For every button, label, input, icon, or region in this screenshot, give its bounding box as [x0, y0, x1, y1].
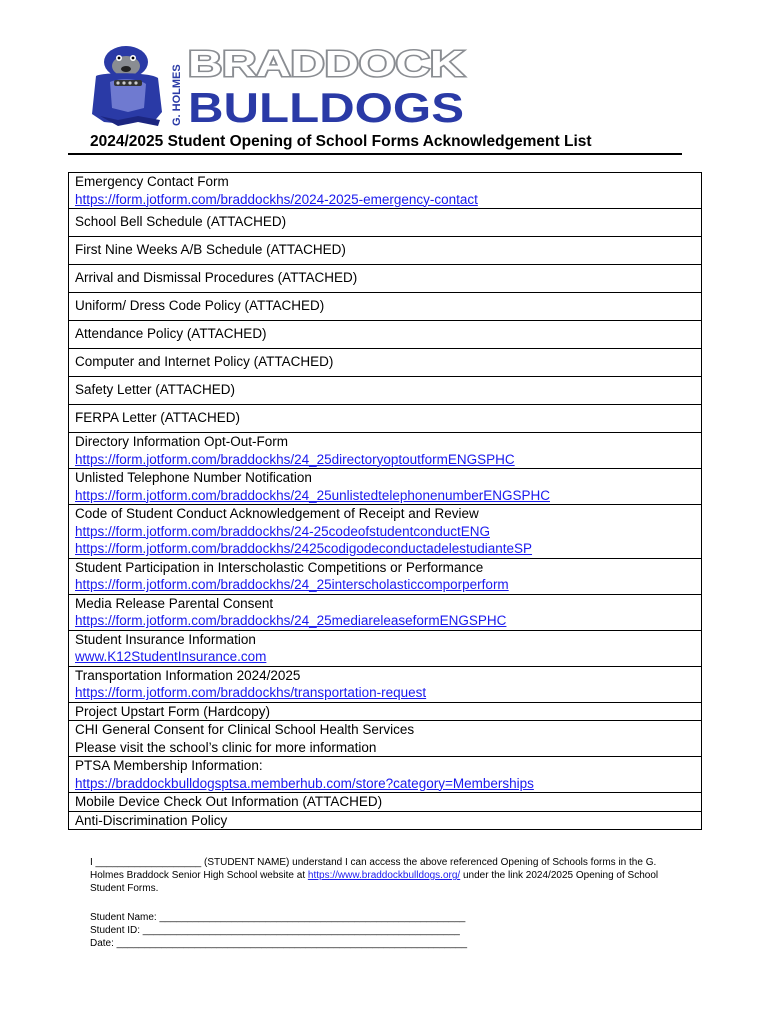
table-row — [69, 469, 702, 505]
table-row — [69, 757, 702, 793]
table-row — [69, 293, 702, 321]
table-row — [69, 433, 702, 469]
form-item-label: Arrival and Dismissal Procedures (ATTACHED) — [75, 270, 358, 285]
form-link[interactable]: https://form.jotform.com/braddockhs/24-25codeofstudentconductENG — [75, 523, 490, 539]
form-item-label: Attendance Policy (ATTACHED) — [75, 326, 267, 341]
logo-small-text: G. HOLMES — [171, 64, 183, 126]
table-cell — [69, 811, 702, 830]
form-item-label: Code of Student Conduct Acknowledgement of Receipt and Review — [75, 506, 479, 521]
table-cell — [69, 209, 702, 237]
form-item-label: CHI General Consent for Clinical School Health Services — [75, 722, 415, 737]
logo-bottom-text: BULLDOGS — [188, 84, 464, 128]
table-row — [69, 630, 702, 666]
table-row — [69, 666, 702, 702]
table-row — [69, 405, 702, 433]
table-row — [69, 209, 702, 237]
title-underline — [68, 153, 682, 155]
table-row — [69, 321, 702, 349]
form-link[interactable]: https://form.jotform.com/braddockhs/24_25directoryoptoutformENGSPHC — [75, 451, 515, 467]
table-row — [69, 558, 702, 594]
table-cell — [69, 173, 702, 209]
table-row — [69, 265, 702, 293]
form-item-label: Project Upstart Form (Hardcopy) — [75, 703, 271, 719]
signature-fields — [90, 911, 467, 950]
form-item-label: Uniform/ Dress Code Policy (ATTACHED) — [75, 298, 325, 313]
form-item-label: Anti-Discrimination Policy — [75, 812, 228, 828]
bulldog-mascot-icon — [92, 46, 162, 126]
date-field[interactable]: Date: _______________________________________________________________ — [90, 938, 468, 949]
table-row — [69, 594, 702, 630]
form-item-label: Unlisted Telephone Number Notification — [75, 470, 312, 485]
acknowledgement-suffix: under the link 2024/2025 Opening of School Student Forms. — [90, 870, 659, 894]
school-logo — [88, 42, 478, 128]
table-cell — [69, 469, 702, 505]
forms-table — [68, 172, 702, 830]
form-item-label: Computer and Internet Policy (ATTACHED) — [75, 354, 334, 369]
table-cell — [69, 721, 702, 757]
table-cell — [69, 630, 702, 666]
table-cell — [69, 793, 702, 812]
form-link[interactable]: https://braddockbulldogsptsa.memberhub.com/store?category=Memberships — [75, 775, 534, 791]
table-cell — [69, 558, 702, 594]
table-row — [69, 349, 702, 377]
form-link[interactable]: https://form.jotform.com/braddockhs/2425codigodeconductadelestudianteSP — [75, 541, 533, 556]
form-link[interactable]: https://form.jotform.com/braddockhs/24_25unlistedtelephonenumberENGSPHC — [75, 487, 550, 503]
table-cell — [69, 237, 702, 265]
form-item-label: Emergency Contact Form — [75, 174, 229, 189]
form-item-label: FERPA Letter (ATTACHED) — [75, 410, 241, 425]
form-link[interactable]: https://form.jotform.com/braddockhs/24_25interscholasticcomporperform — [75, 577, 509, 592]
table-cell — [69, 666, 702, 702]
table-row — [69, 377, 702, 405]
table-cell — [69, 349, 702, 377]
page-title: 2024/2025 Student Opening of School Forms Acknowledgement List — [90, 133, 592, 150]
form-item-label: School Bell Schedule (ATTACHED) — [75, 214, 287, 229]
table-cell — [69, 702, 702, 721]
form-item-label: PTSA Membership Information: — [75, 758, 263, 773]
acknowledgement-text — [90, 856, 690, 895]
table-row — [69, 793, 702, 812]
form-link[interactable]: https://form.jotform.com/braddockhs/24_25mediareleaseformENGSPHC — [75, 613, 507, 628]
table-row — [69, 173, 702, 209]
form-link[interactable]: www.K12StudentInsurance.com — [75, 649, 267, 664]
table-row — [69, 721, 702, 757]
table-cell — [69, 594, 702, 630]
table-cell — [69, 377, 702, 405]
table-row — [69, 237, 702, 265]
form-link[interactable]: https://form.jotform.com/braddockhs/2024-2025-emergency-contact — [75, 191, 478, 207]
logo-top-text: BRADDOCK — [188, 43, 464, 84]
form-item-label: First Nine Weeks A/B Schedule (ATTACHED) — [75, 242, 346, 257]
student-name-field[interactable]: Student Name: _______________________________________________________ — [90, 912, 466, 923]
form-item-label: Mobile Device Check Out Information (ATTACHED) — [75, 794, 383, 809]
table-row — [69, 505, 702, 559]
table-cell — [69, 757, 702, 793]
school-website-link[interactable]: https://www.braddockbulldogs.org/ — [307, 870, 461, 881]
table-cell — [69, 321, 702, 349]
table-cell — [69, 433, 702, 469]
table-row — [69, 811, 702, 830]
form-item-label: Student Participation in Interscholastic Competitions or Performance — [75, 559, 484, 575]
form-item-note: Please visit the school’s clinic for more information — [75, 739, 377, 755]
table-cell — [69, 405, 702, 433]
form-item-label: Safety Letter (ATTACHED) — [75, 382, 236, 397]
form-item-label: Transportation Information 2024/2025 — [75, 667, 301, 683]
table-cell — [69, 505, 702, 559]
form-item-label: Student Insurance Information — [75, 631, 256, 647]
form-item-label: Media Release Parental Consent — [75, 595, 274, 611]
table-row — [69, 702, 702, 721]
form-item-label: Directory Information Opt-Out-Form — [75, 434, 289, 449]
table-cell — [69, 265, 702, 293]
student-id-field[interactable]: Student ID: _________________________________________________________ — [90, 925, 460, 936]
form-link[interactable]: https://form.jotform.com/braddockhs/transportation-request — [75, 685, 427, 700]
table-cell — [69, 293, 702, 321]
acknowledgement-prefix: I ___________________ (STUDENT NAME) understand I can access the above referenced Opening of Schools forms in the G. Holmes Braddock Senior High School website at — [90, 857, 657, 881]
